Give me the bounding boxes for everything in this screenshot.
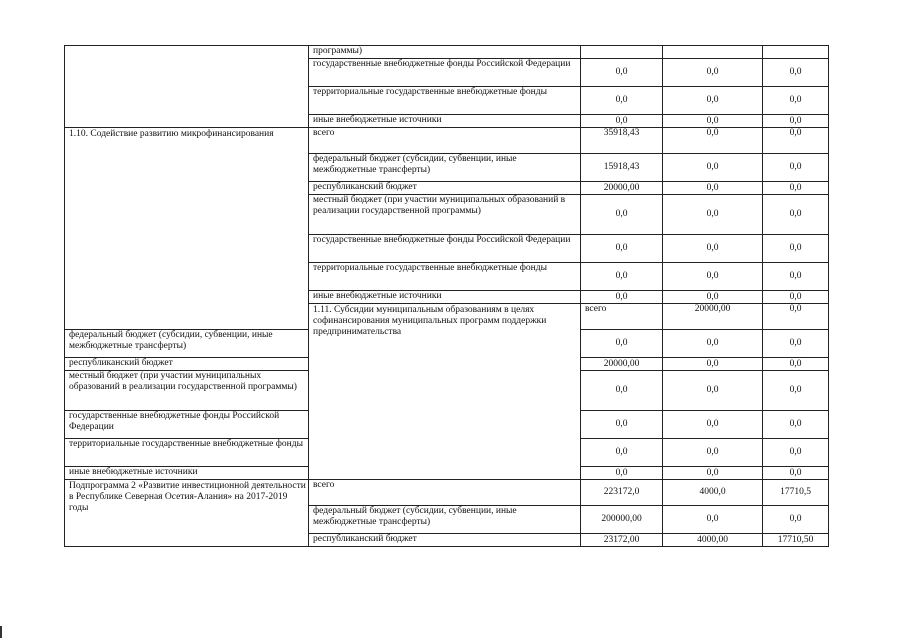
funding-source-cell: программы) <box>309 46 581 59</box>
value-2018-cell: 0,0 <box>663 411 763 439</box>
table-row <box>65 480 829 506</box>
funding-source-cell: государственные внебюджетные фонды Российской Федерации <box>65 411 309 439</box>
value-2018-cell: 0,0 <box>663 439 763 467</box>
value-2017-cell: 0,0 <box>581 115 663 128</box>
value-2017-cell: 0,0 <box>581 291 663 304</box>
value-2019-cell: 0,0 <box>763 358 829 371</box>
funding-source-cell: всего <box>581 304 663 330</box>
value-2018-cell: 0,0 <box>663 506 763 534</box>
funding-source-cell: иные внебюджетные источники <box>309 291 581 304</box>
funding-source-cell: иные внебюджетные источники <box>65 467 309 480</box>
value-2019-cell: 0,0 <box>763 330 829 358</box>
value-2017-cell: 15918,43 <box>581 154 663 182</box>
value-2018-cell: 0,0 <box>663 235 763 263</box>
value-2019-cell: 0,0 <box>763 467 829 480</box>
value-2019-cell: 0,0 <box>763 263 829 291</box>
value-2017-cell: 20000,00 <box>581 358 663 371</box>
value-2018-cell <box>663 46 763 59</box>
value-2017-cell: 0,0 <box>581 87 663 115</box>
value-2018-cell: 0,0 <box>663 154 763 182</box>
value-2017-cell <box>581 46 663 59</box>
value-2017-cell: 20000,00 <box>663 304 763 330</box>
value-2017-cell: 223172,0 <box>581 480 663 506</box>
value-2019-cell: 0,0 <box>763 411 829 439</box>
funding-source-cell: территориальные государственные внебюджетные фонды <box>65 439 309 467</box>
table-row <box>65 128 829 154</box>
value-2018-cell: 0,0 <box>663 358 763 371</box>
program-name-cell: 1.11. Субсидии муниципальным образованиям в целях софинансирования муниципальных программ поддержки предпринимательства <box>309 304 581 480</box>
value-2018-cell: 0,0 <box>663 371 763 411</box>
funding-source-cell: республиканский бюджет <box>309 534 581 547</box>
value-2019-cell: 0,0 <box>763 59 829 87</box>
value-2017-cell: 0,0 <box>581 59 663 87</box>
funding-source-cell: иные внебюджетные источники <box>309 115 581 128</box>
funding-source-cell: всего <box>309 480 581 506</box>
value-2019-cell: 0,0 <box>763 439 829 467</box>
value-2019-cell: 0,0 <box>763 506 829 534</box>
funding-source-cell: федеральный бюджет (субсидии, субвенции, иные межбюджетные трансферты) <box>309 154 581 182</box>
value-2018-cell: 0,0 <box>663 195 763 235</box>
scan-artifact <box>0 626 2 638</box>
value-2019-cell: 17710,50 <box>763 534 829 547</box>
value-2017-cell: 0,0 <box>581 371 663 411</box>
funding-source-cell: территориальные государственные внебюджетные фонды <box>309 263 581 291</box>
value-2019-cell: 0,0 <box>763 291 829 304</box>
value-2018-cell: 0,0 <box>663 330 763 358</box>
value-2018-cell: 0,0 <box>663 263 763 291</box>
funding-source-cell: государственные внебюджетные фонды Российской Федерации <box>309 59 581 87</box>
value-2019-cell <box>763 46 829 59</box>
value-2018-cell: 4000,0 <box>663 480 763 506</box>
value-2018-cell: 0,0 <box>663 115 763 128</box>
value-2017-cell: 20000,00 <box>581 182 663 195</box>
value-2018-cell: 0,0 <box>663 467 763 480</box>
funding-source-cell: республиканский бюджет <box>309 182 581 195</box>
value-2017-cell: 0,0 <box>581 235 663 263</box>
value-2017-cell: 35918,43 <box>581 128 663 154</box>
value-2019-cell: 0,0 <box>763 235 829 263</box>
funding-source-cell: территориальные государственные внебюджетные фонды <box>309 87 581 115</box>
funding-source-cell: государственные внебюджетные фонды Российской Федерации <box>309 235 581 263</box>
value-2017-cell: 0,0 <box>581 330 663 358</box>
value-2018-cell: 4000,00 <box>663 534 763 547</box>
value-2017-cell: 0,0 <box>581 195 663 235</box>
value-2018-cell: 0,0 <box>763 304 829 330</box>
value-2019-cell: 0,0 <box>763 115 829 128</box>
value-2018-cell: 0,0 <box>663 87 763 115</box>
value-2019-cell: 0,0 <box>763 182 829 195</box>
funding-source-cell: республиканский бюджет <box>65 358 309 371</box>
table-row <box>65 46 829 59</box>
value-2019-cell: 0,0 <box>763 195 829 235</box>
program-name-cell: Подпрограмма 2 «Развитие инвестиционной деятельности в Республике Северная Осетия-Алания» на 2017-2019 годы <box>65 480 309 547</box>
funding-source-cell: местный бюджет (при участии муниципальных образований в реализации государственной программы) <box>309 195 581 235</box>
value-2017-cell: 0,0 <box>581 439 663 467</box>
value-2018-cell: 0,0 <box>663 291 763 304</box>
funding-source-cell: всего <box>309 128 581 154</box>
value-2019-cell: 17710,5 <box>763 480 829 506</box>
budget-table-body <box>65 46 829 547</box>
value-2017-cell: 200000,00 <box>581 506 663 534</box>
value-2017-cell: 0,0 <box>581 411 663 439</box>
value-2017-cell: 23172,00 <box>581 534 663 547</box>
funding-source-cell: федеральный бюджет (субсидии, субвенции, иные межбюджетные трансферты) <box>309 506 581 534</box>
program-name-cell <box>65 46 309 128</box>
value-2018-cell: 0,0 <box>663 182 763 195</box>
value-2018-cell: 0,0 <box>663 59 763 87</box>
value-2019-cell: 0,0 <box>763 87 829 115</box>
program-name-cell: 1.10. Содействие развитию микрофинансирования <box>65 128 309 330</box>
value-2018-cell: 0,0 <box>663 128 763 154</box>
value-2019-cell: 0,0 <box>763 154 829 182</box>
value-2019-cell: 0,0 <box>763 371 829 411</box>
funding-source-cell: местный бюджет (при участии муниципальных образований в реализации государственной программы) <box>65 371 309 411</box>
funding-source-cell: федеральный бюджет (субсидии, субвенции, иные межбюджетные трансферты) <box>65 330 309 358</box>
budget-table <box>64 45 829 547</box>
value-2019-cell: 0,0 <box>763 128 829 154</box>
value-2017-cell: 0,0 <box>581 263 663 291</box>
value-2017-cell: 0,0 <box>581 467 663 480</box>
